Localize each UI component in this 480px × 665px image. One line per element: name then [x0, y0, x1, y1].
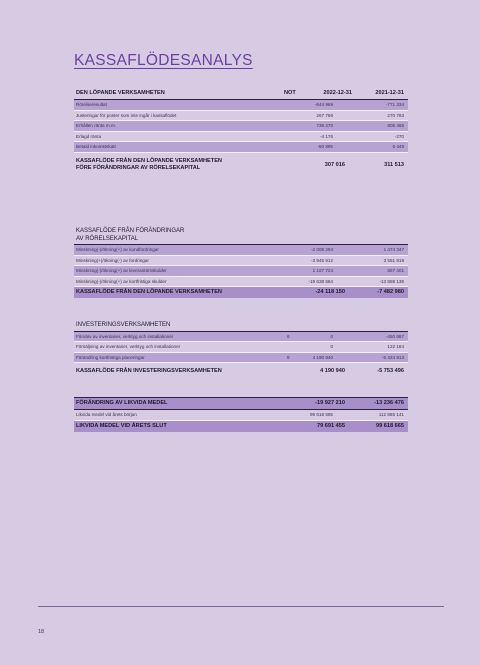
row-value-2022: -19 638 684: [308, 278, 333, 284]
table-row: [74, 353, 408, 364]
subtotal-value-2021: -7 482 980: [377, 289, 404, 295]
row-value-2021: 805 465: [387, 123, 404, 128]
subtotal-value-2022: 307 016: [324, 161, 345, 168]
table-row: [74, 277, 408, 288]
subtotal-label-line-1: KASSAFLÖDE FRÅN DEN LÖPANDE VERKSAMHETEN: [76, 157, 222, 164]
row-value-2022: -3 945 912: [311, 257, 333, 263]
table-header: [74, 88, 408, 100]
row-value-2022: -50 895: [317, 144, 333, 149]
row-value-2021: -270: [394, 133, 404, 139]
cash-change-row: [74, 397, 408, 410]
row-value-2021: -450 687: [385, 333, 404, 339]
subtotal-label: KASSAFLÖDE FRÅN DEN LÖPANDE VERKSAMHETEN: [76, 289, 222, 295]
section-heading: INVESTERINGSVERKSAMHETEN: [74, 322, 408, 332]
row-label: Minskning(-)/ökning(+) av kortfristiga skulder: [76, 278, 167, 284]
working-capital-section: [74, 228, 408, 298]
subtotal-label-line-2: FÖRE FÖRÄNDRINGAR AV RÖRELSEKAPITAL: [76, 165, 201, 171]
table-row: [74, 121, 408, 132]
row-value-2021: 867 401: [387, 268, 404, 273]
row-label: Försäljning av inventarier, verktyg och installationer: [76, 344, 181, 349]
subtotal-value-2022: -24 118 150: [315, 289, 345, 295]
row-value-2022: -644 969: [314, 102, 333, 107]
operating-subtotal: [74, 157, 408, 176]
row-value-2022: -2 008 294: [311, 247, 333, 252]
row-label: Rörelseresultat: [76, 102, 107, 107]
row-value-2022: 0: [330, 344, 333, 349]
cash-end-value-2022: 79 691 455: [317, 422, 345, 429]
header-note: NOT: [284, 90, 296, 96]
row-note: 8: [287, 354, 290, 360]
header-label: DEN LÖPANDE VERKSAMHETEN: [76, 90, 165, 96]
row-note: 6: [287, 333, 290, 339]
row-value-2021: -5 424 913: [382, 354, 404, 360]
row-label: Betald inkomstskatt: [76, 144, 116, 149]
row-label: Erhållen ränta m.m.: [76, 123, 117, 128]
row-value-2022: 739 270: [316, 123, 333, 128]
page-title: KASSAFLÖDESANALYS: [74, 52, 253, 69]
table-row: [74, 332, 408, 343]
cash-change-section: [74, 397, 408, 432]
row-label: Justeringar för poster som inte ingår i kassaflödet: [76, 112, 177, 118]
cash-change-value-2022: -19 927 210: [315, 400, 345, 406]
table-row: [74, 342, 408, 353]
cash-change-value-2021: -13 236 476: [374, 400, 404, 406]
row-label: Likvida medel vid årets början: [76, 412, 137, 417]
cash-end-row: [74, 421, 408, 432]
working-capital-subtotal: [74, 287, 408, 298]
row-value-2022: 1 167 724: [312, 268, 333, 273]
row-value-2021: 112 855 141: [378, 412, 404, 417]
header-col-2021: 2021-12-31: [375, 90, 404, 96]
cash-end-label: LIKVIDA MEDEL VID ÅRETS SLUT: [76, 422, 167, 429]
row-value-2022: 4 190 940: [312, 354, 333, 360]
investing-subtotal: [74, 366, 408, 377]
section-heading-line-2: AV RÖRELSEKAPITAL: [74, 236, 408, 246]
subtotal-label: [76, 158, 222, 173]
table-row: [74, 245, 408, 256]
row-value-2022: 267 786: [316, 112, 333, 118]
cash-end-value-2021: 99 618 665: [376, 422, 404, 429]
table-row: [74, 410, 408, 421]
footer-divider: [38, 606, 444, 607]
row-label: Minskning(-)/ökning(+) av kundfordringar: [76, 247, 159, 252]
section-heading-line-1: KASSAFLÖDE FRÅN FÖRÄNDRINGAR: [76, 228, 185, 234]
cash-change-label: FÖRÄNDRING AV LIKVIDA MEDEL: [76, 400, 168, 406]
subtotal-label: KASSAFLÖDE FRÅN INVESTERINGSVERKSAMHETEN: [76, 368, 222, 374]
row-label: Förändring kortfristiga placeringar: [76, 354, 145, 360]
row-value-2021: -13 888 139: [379, 278, 404, 284]
page-number: 18: [38, 629, 45, 635]
row-label: Minskning(-)/ökning(+) av leverantörsskulder: [76, 268, 167, 273]
row-value-2021: -771 334: [385, 102, 404, 107]
investing-section: [74, 322, 408, 377]
table-row: [74, 111, 408, 122]
row-label: Minskning(+)/ökning(-) av fordringar: [76, 257, 149, 263]
table-row: [74, 256, 408, 267]
table-row: [74, 142, 408, 153]
row-label: Erlagd ränta: [76, 133, 102, 139]
row-value-2021: 6 449: [392, 144, 404, 149]
subtotal-value-2022: 4 190 940: [320, 368, 345, 374]
row-value-2021: 270 783: [387, 112, 404, 118]
subtotal-value-2021: -5 753 496: [377, 368, 404, 374]
row-label: Förvärv av inventarier, verktyg och installationer: [76, 333, 174, 339]
row-value-2021: 3 551 818: [383, 257, 404, 263]
table-row: [74, 266, 408, 277]
row-value-2021: 122 184: [387, 344, 404, 349]
operating-section: [74, 88, 408, 176]
subtotal-value-2021: 311 513: [384, 161, 404, 168]
row-value-2022: 99 618 665: [310, 412, 333, 417]
row-value-2022: -4 176: [319, 133, 333, 139]
row-value-2021: 1 474 347: [383, 247, 404, 252]
row-value-2022: 0: [330, 333, 333, 339]
table-row: [74, 132, 408, 143]
table-row: [74, 100, 408, 111]
header-col-2022: 2022-12-31: [323, 90, 352, 96]
